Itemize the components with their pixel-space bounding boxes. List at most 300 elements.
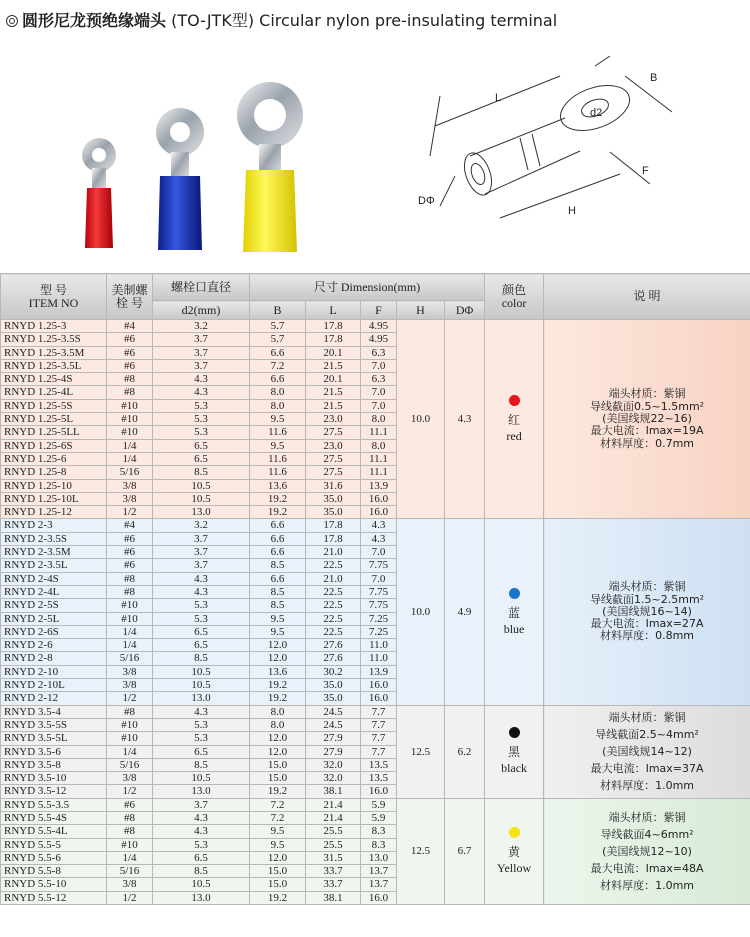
cell-us-bolt: #8 — [107, 572, 153, 585]
cell-us-bolt: 5/16 — [107, 758, 153, 771]
dimension-diagram — [410, 56, 740, 256]
color-name-zh: 黑 — [508, 745, 521, 760]
cell-dim-l: 21.0 — [306, 546, 361, 559]
cell-bolt-d2: 4.3 — [153, 373, 250, 386]
cell-bolt-d2: 5.3 — [153, 612, 250, 625]
color-name-en: red — [506, 428, 522, 443]
cell-description — [544, 705, 750, 798]
circle-bullet-icon — [6, 15, 18, 27]
header-us-zh2: 栓 号 — [115, 295, 143, 310]
cell-us-bolt: #8 — [107, 811, 153, 824]
header-color-en: color — [501, 295, 527, 310]
cell-dim-f: 6.3 — [361, 373, 397, 386]
cell-item-no: RNYD 2-8 — [1, 652, 107, 665]
cell-bolt-d2: 5.3 — [153, 413, 250, 426]
cell-item-no: RNYD 1.25-5L — [1, 413, 107, 426]
cell-us-bolt: 3/8 — [107, 479, 153, 492]
cell-item-no: RNYD 1.25-3.5L — [1, 359, 107, 372]
cell-dim-f: 11.1 — [361, 426, 397, 439]
description-line: 材料厚度：0.8mm — [600, 629, 695, 643]
cell-dim-f: 8.3 — [361, 838, 397, 851]
cell-bolt-d2: 8.5 — [153, 652, 250, 665]
cell-dim-b: 9.5 — [250, 612, 306, 625]
cell-item-no: RNYD 2-3.5M — [1, 546, 107, 559]
cell-dim-b: 6.6 — [250, 546, 306, 559]
cell-dim-l: 25.5 — [306, 838, 361, 851]
cell-item-no: RNYD 1.25-10L — [1, 492, 107, 505]
cell-item-no: RNYD 1.25-5S — [1, 399, 107, 412]
cell-dim-l: 21.0 — [306, 572, 361, 585]
cell-dim-h: 12.5 — [397, 705, 445, 798]
cell-dim-l: 17.8 — [306, 519, 361, 532]
cell-us-bolt: 1/4 — [107, 639, 153, 652]
cell-dim-l: 27.9 — [306, 745, 361, 758]
description-line: 最大电流：Imax=27A — [590, 617, 704, 631]
description-line: (美国线规14~12) — [602, 745, 692, 759]
description-line: (美国线规16~14) — [602, 604, 692, 618]
cell-item-no: RNYD 5.5-10 — [1, 878, 107, 891]
header-desc: 说 明 — [544, 274, 750, 320]
cell-dim-b: 5.7 — [250, 320, 306, 333]
cell-dim-b: 9.5 — [250, 825, 306, 838]
cell-dim-l: 27.6 — [306, 639, 361, 652]
cell-dim-b: 15.0 — [250, 772, 306, 785]
cell-dim-l: 22.5 — [306, 559, 361, 572]
cell-bolt-d2: 3.7 — [153, 532, 250, 545]
cell-bolt-d2: 10.5 — [153, 878, 250, 891]
cell-color — [485, 798, 544, 904]
cell-dim-f: 8.0 — [361, 413, 397, 426]
cell-dim-f: 7.0 — [361, 572, 397, 585]
cell-dim-f: 7.75 — [361, 559, 397, 572]
yellow-terminal — [237, 82, 303, 252]
header-f: F — [361, 301, 397, 320]
cell-bolt-d2: 6.5 — [153, 439, 250, 452]
cell-item-no: RNYD 3.5-8 — [1, 758, 107, 771]
cell-item-no: RNYD 2-3.5L — [1, 559, 107, 572]
red-terminal — [82, 138, 116, 248]
cell-item-no: RNYD 5.5-8 — [1, 865, 107, 878]
cell-dim-f: 7.25 — [361, 625, 397, 638]
cell-us-bolt: #6 — [107, 559, 153, 572]
cell-dim-f: 11.1 — [361, 452, 397, 465]
cell-bolt-d2: 6.5 — [153, 745, 250, 758]
cell-dim-l: 24.5 — [306, 718, 361, 731]
cell-bolt-d2: 10.5 — [153, 679, 250, 692]
table-row — [1, 519, 750, 532]
cell-us-bolt: 3/8 — [107, 665, 153, 678]
cell-dim-b: 19.2 — [250, 679, 306, 692]
cell-item-no: RNYD 2-3.5S — [1, 532, 107, 545]
cell-item-no: RNYD 2-10 — [1, 665, 107, 678]
cell-dim-b: 19.2 — [250, 785, 306, 798]
cell-bolt-d2: 3.7 — [153, 333, 250, 346]
cell-dim-l: 21.5 — [306, 386, 361, 399]
cell-dim-l: 38.1 — [306, 785, 361, 798]
cell-dim-l: 22.5 — [306, 585, 361, 598]
dim-label-b: B — [650, 72, 658, 84]
page-title — [6, 8, 557, 31]
cell-bolt-d2: 8.5 — [153, 758, 250, 771]
color-name-en: blue — [503, 621, 525, 636]
cell-us-bolt: #10 — [107, 399, 153, 412]
cell-dim-l: 22.5 — [306, 599, 361, 612]
dim-label-h: H — [568, 205, 576, 217]
cell-bolt-d2: 4.3 — [153, 585, 250, 598]
cell-dim-l: 22.5 — [306, 612, 361, 625]
cell-dim-b: 5.7 — [250, 333, 306, 346]
table-row — [1, 705, 750, 718]
cell-dim-b: 6.6 — [250, 346, 306, 359]
cell-bolt-d2: 13.0 — [153, 506, 250, 519]
cell-item-no: RNYD 1.25-3 — [1, 320, 107, 333]
cell-us-bolt: 1/4 — [107, 745, 153, 758]
cell-dim-l: 27.5 — [306, 426, 361, 439]
cell-dim-b: 13.6 — [250, 665, 306, 678]
cell-item-no: RNYD 3.5-12 — [1, 785, 107, 798]
description-line: 最大电流：Imax=37A — [590, 762, 704, 776]
cell-us-bolt: #6 — [107, 546, 153, 559]
cell-dim-f: 6.3 — [361, 346, 397, 359]
cell-us-bolt: 5/16 — [107, 865, 153, 878]
description-line: 端头材质：紫铜 — [608, 580, 686, 594]
cell-item-no: RNYD 1.25-3.5M — [1, 346, 107, 359]
cell-item-no: RNYD 3.5-4 — [1, 705, 107, 718]
table-row — [1, 320, 750, 333]
cell-bolt-d2: 4.3 — [153, 572, 250, 585]
cell-bolt-d2: 4.3 — [153, 825, 250, 838]
cell-dim-l: 20.1 — [306, 373, 361, 386]
header-us-bolt — [107, 274, 153, 320]
cell-bolt-d2: 6.5 — [153, 851, 250, 864]
title-en: Circular nylon pre-insulating terminal — [259, 11, 558, 30]
cell-dim-l: 17.8 — [306, 333, 361, 346]
cell-bolt-d2: 4.3 — [153, 811, 250, 824]
cell-dim-b: 8.5 — [250, 599, 306, 612]
cell-us-bolt: #8 — [107, 825, 153, 838]
cell-us-bolt: 1/2 — [107, 506, 153, 519]
cell-dim-f: 4.3 — [361, 519, 397, 532]
cell-dim-b: 19.2 — [250, 891, 306, 904]
description-line: 导线截面4~6mm² — [600, 827, 694, 841]
cell-bolt-d2: 5.3 — [153, 599, 250, 612]
cell-us-bolt: #8 — [107, 705, 153, 718]
cell-dim-f: 16.0 — [361, 679, 397, 692]
cell-bolt-d2: 13.0 — [153, 785, 250, 798]
cell-dim-l: 31.5 — [306, 851, 361, 864]
cell-dim-b: 8.5 — [250, 559, 306, 572]
cell-dim-b: 15.0 — [250, 758, 306, 771]
cell-dim-b: 12.0 — [250, 639, 306, 652]
title-zh: 圆形尼龙预绝缘端头 — [22, 11, 167, 30]
cell-bolt-d2: 3.7 — [153, 798, 250, 811]
cell-item-no: RNYD 2-12 — [1, 692, 107, 705]
cell-description — [544, 798, 750, 904]
cell-dim-l: 27.9 — [306, 732, 361, 745]
cell-dim-b: 6.6 — [250, 373, 306, 386]
cell-dim-l: 27.5 — [306, 452, 361, 465]
cell-dim-l: 25.5 — [306, 825, 361, 838]
cell-dim-f: 13.5 — [361, 758, 397, 771]
description-line: 材料厚度：0.7mm — [600, 436, 695, 450]
cell-item-no: RNYD 5.5-5 — [1, 838, 107, 851]
cell-dim-f: 16.0 — [361, 891, 397, 904]
cell-dim-l: 33.7 — [306, 878, 361, 891]
cell-dim-b: 8.0 — [250, 705, 306, 718]
cell-dim-f: 16.0 — [361, 506, 397, 519]
cell-bolt-d2: 6.5 — [153, 639, 250, 652]
cell-color — [485, 705, 544, 798]
cell-bolt-d2: 5.3 — [153, 426, 250, 439]
cell-dim-f: 7.0 — [361, 386, 397, 399]
description-line: 端头材质：紫铜 — [608, 711, 686, 725]
cell-bolt-d2: 5.3 — [153, 838, 250, 851]
cell-dim-l: 21.4 — [306, 811, 361, 824]
cell-us-bolt: #8 — [107, 585, 153, 598]
cell-us-bolt: 3/8 — [107, 772, 153, 785]
cell-item-no: RNYD 1.25-6S — [1, 439, 107, 452]
cell-us-bolt: #10 — [107, 599, 153, 612]
cell-dim-f: 8.3 — [361, 825, 397, 838]
color-name-en: Yellow — [497, 860, 532, 875]
cell-dim-b: 11.6 — [250, 466, 306, 479]
cell-bolt-d2: 3.7 — [153, 546, 250, 559]
cell-item-no: RNYD 1.25-6 — [1, 452, 107, 465]
cell-color — [485, 519, 544, 705]
cell-dim-b: 7.2 — [250, 359, 306, 372]
cell-item-no: RNYD 2-3 — [1, 519, 107, 532]
description-line: 导线截面1.5~2.5mm² — [590, 592, 705, 606]
cell-us-bolt: #10 — [107, 612, 153, 625]
cell-bolt-d2: 13.0 — [153, 692, 250, 705]
cell-us-bolt: 1/2 — [107, 692, 153, 705]
cell-dim-l: 35.0 — [306, 492, 361, 505]
cell-dim-b: 11.6 — [250, 426, 306, 439]
header-h: H — [397, 301, 445, 320]
cell-dim-l: 32.0 — [306, 772, 361, 785]
cell-dim-f: 13.5 — [361, 772, 397, 785]
description-line: 最大电流：Imax=19A — [590, 424, 704, 438]
cell-dim-f: 7.7 — [361, 745, 397, 758]
header-us-zh1: 美制螺 — [111, 282, 148, 297]
cell-item-no: RNYD 5.5-12 — [1, 891, 107, 904]
cell-color — [485, 320, 544, 519]
cell-dim-d: 6.2 — [445, 705, 485, 798]
cell-bolt-d2: 10.5 — [153, 492, 250, 505]
cell-bolt-d2: 8.5 — [153, 466, 250, 479]
cell-item-no: RNYD 1.25-8 — [1, 466, 107, 479]
dim-label-d2: d2 — [590, 107, 603, 119]
cell-dim-b: 19.2 — [250, 492, 306, 505]
cell-item-no: RNYD 5.5-3.5 — [1, 798, 107, 811]
cell-item-no: RNYD 3.5-5S — [1, 718, 107, 731]
cell-dim-b: 15.0 — [250, 878, 306, 891]
header-color-zh: 颜色 — [502, 282, 527, 297]
cell-dim-b: 8.0 — [250, 399, 306, 412]
cell-item-no: RNYD 2-6 — [1, 639, 107, 652]
cell-dim-f: 7.25 — [361, 612, 397, 625]
cell-dim-b: 11.6 — [250, 452, 306, 465]
color-dot-icon — [509, 588, 520, 599]
header-item — [1, 274, 107, 320]
description-line: 端头材质：紫铜 — [608, 810, 686, 824]
description-line: 最大电流：Imax=48A — [590, 861, 704, 875]
cell-dim-d: 6.7 — [445, 798, 485, 904]
description-line: 材料厚度：1.0mm — [600, 779, 695, 793]
cell-us-bolt: #6 — [107, 798, 153, 811]
color-name-zh: 黄 — [508, 844, 521, 859]
cell-us-bolt: #10 — [107, 426, 153, 439]
cell-us-bolt: 5/16 — [107, 466, 153, 479]
cell-us-bolt: #8 — [107, 386, 153, 399]
cell-us-bolt: 3/8 — [107, 492, 153, 505]
cell-bolt-d2: 5.3 — [153, 399, 250, 412]
color-dot-icon — [509, 827, 520, 838]
cell-dim-l: 20.1 — [306, 346, 361, 359]
cell-item-no: RNYD 2-6S — [1, 625, 107, 638]
cell-dim-b: 6.6 — [250, 532, 306, 545]
cell-dim-b: 7.2 — [250, 798, 306, 811]
cell-dim-f: 4.95 — [361, 320, 397, 333]
cell-dim-l: 35.0 — [306, 692, 361, 705]
cell-description — [544, 320, 750, 519]
cell-dim-b: 8.5 — [250, 585, 306, 598]
header-d: DΦ — [445, 301, 485, 320]
cell-dim-b: 9.5 — [250, 439, 306, 452]
dim-label-f: F — [642, 165, 649, 177]
cell-dim-b: 19.2 — [250, 692, 306, 705]
cell-dim-f: 7.75 — [361, 599, 397, 612]
cell-us-bolt: #10 — [107, 413, 153, 426]
cell-us-bolt: #6 — [107, 532, 153, 545]
cell-dim-d: 4.3 — [445, 320, 485, 519]
cell-dim-l: 21.5 — [306, 399, 361, 412]
cell-item-no: RNYD 5.5-6 — [1, 851, 107, 864]
cell-item-no: RNYD 5.5-4L — [1, 825, 107, 838]
cell-bolt-d2: 3.2 — [153, 320, 250, 333]
header-item-en: ITEM NO — [28, 295, 79, 310]
description-line: 导线截面0.5~1.5mm² — [590, 399, 705, 413]
cell-item-no: RNYD 3.5-10 — [1, 772, 107, 785]
cell-bolt-d2: 10.5 — [153, 772, 250, 785]
cell-us-bolt: 1/4 — [107, 851, 153, 864]
description-line: 端头材质：紫铜 — [608, 387, 686, 401]
cell-item-no: RNYD 5.5-4S — [1, 811, 107, 824]
cell-dim-f: 7.75 — [361, 585, 397, 598]
cell-dim-b: 12.0 — [250, 732, 306, 745]
cell-dim-l: 21.4 — [306, 798, 361, 811]
cell-dim-f: 4.95 — [361, 333, 397, 346]
cell-dim-f: 11.0 — [361, 639, 397, 652]
cell-dim-f: 7.7 — [361, 718, 397, 731]
cell-dim-f: 7.7 — [361, 732, 397, 745]
cell-dim-b: 9.5 — [250, 838, 306, 851]
cell-dim-b: 7.2 — [250, 811, 306, 824]
blue-terminal — [156, 108, 204, 250]
color-dot-icon — [509, 395, 520, 406]
cell-bolt-d2: 10.5 — [153, 479, 250, 492]
header-b: B — [250, 301, 306, 320]
table-row — [1, 798, 750, 811]
description-line: 材料厚度：1.0mm — [600, 878, 695, 892]
cell-dim-b: 19.2 — [250, 506, 306, 519]
cell-dim-f: 5.9 — [361, 798, 397, 811]
cell-us-bolt: #6 — [107, 333, 153, 346]
cell-dim-b: 12.0 — [250, 745, 306, 758]
cell-dim-b: 13.6 — [250, 479, 306, 492]
cell-dim-l: 23.0 — [306, 413, 361, 426]
cell-item-no: RNYD 1.25-4S — [1, 373, 107, 386]
cell-dim-f: 13.9 — [361, 665, 397, 678]
color-name-zh: 蓝 — [508, 605, 521, 620]
cell-dim-l: 32.0 — [306, 758, 361, 771]
cell-us-bolt: 5/16 — [107, 652, 153, 665]
cell-dim-h: 10.0 — [397, 519, 445, 705]
cell-us-bolt: #10 — [107, 838, 153, 851]
cell-us-bolt: 3/8 — [107, 679, 153, 692]
cell-bolt-d2: 4.3 — [153, 705, 250, 718]
cell-dim-f: 11.1 — [361, 466, 397, 479]
cell-item-no: RNYD 2-10L — [1, 679, 107, 692]
cell-item-no: RNYD 3.5-5L — [1, 732, 107, 745]
cell-dim-l: 27.5 — [306, 466, 361, 479]
cell-bolt-d2: 5.3 — [153, 718, 250, 731]
cell-dim-f: 13.7 — [361, 878, 397, 891]
cell-dim-f: 13.7 — [361, 865, 397, 878]
dim-label-l: L — [495, 92, 502, 104]
cell-item-no: RNYD 1.25-3.5S — [1, 333, 107, 346]
cell-item-no: RNYD 1.25-10 — [1, 479, 107, 492]
cell-item-no: RNYD 3.5-6 — [1, 745, 107, 758]
cell-dim-l: 27.6 — [306, 652, 361, 665]
description-line: (美国线规12~10) — [602, 844, 692, 858]
cell-bolt-d2: 5.3 — [153, 732, 250, 745]
header-dimension: 尺寸 Dimension(mm) — [250, 274, 485, 301]
cell-bolt-d2: 3.7 — [153, 559, 250, 572]
cell-description — [544, 519, 750, 705]
cell-item-no: RNYD 2-4L — [1, 585, 107, 598]
cell-bolt-d2: 6.5 — [153, 625, 250, 638]
cell-bolt-d2: 10.5 — [153, 665, 250, 678]
cell-dim-b: 8.0 — [250, 386, 306, 399]
cell-dim-l: 21.5 — [306, 359, 361, 372]
cell-bolt-d2: 3.7 — [153, 359, 250, 372]
cell-dim-l: 38.1 — [306, 891, 361, 904]
color-name-en: black — [501, 761, 528, 776]
cell-dim-b: 6.6 — [250, 572, 306, 585]
cell-us-bolt: #10 — [107, 718, 153, 731]
cell-bolt-d2: 3.2 — [153, 519, 250, 532]
cell-dim-f: 16.0 — [361, 492, 397, 505]
cell-dim-f: 7.0 — [361, 546, 397, 559]
color-dot-icon — [509, 727, 520, 738]
cell-item-no: RNYD 1.25-5LL — [1, 426, 107, 439]
cell-us-bolt: 1/2 — [107, 785, 153, 798]
cell-dim-b: 9.5 — [250, 413, 306, 426]
cell-item-no: RNYD 2-4S — [1, 572, 107, 585]
cell-bolt-d2: 4.3 — [153, 386, 250, 399]
cell-item-no: RNYD 2-5L — [1, 612, 107, 625]
cell-bolt-d2: 8.5 — [153, 865, 250, 878]
title-model: (TO-JTK型) — [171, 11, 255, 30]
cell-dim-f: 16.0 — [361, 692, 397, 705]
cell-us-bolt: 1/2 — [107, 891, 153, 904]
cell-dim-f: 8.0 — [361, 439, 397, 452]
cell-dim-l: 35.0 — [306, 679, 361, 692]
cell-us-bolt: 1/4 — [107, 439, 153, 452]
header-color — [485, 274, 544, 320]
cell-dim-f: 13.9 — [361, 479, 397, 492]
